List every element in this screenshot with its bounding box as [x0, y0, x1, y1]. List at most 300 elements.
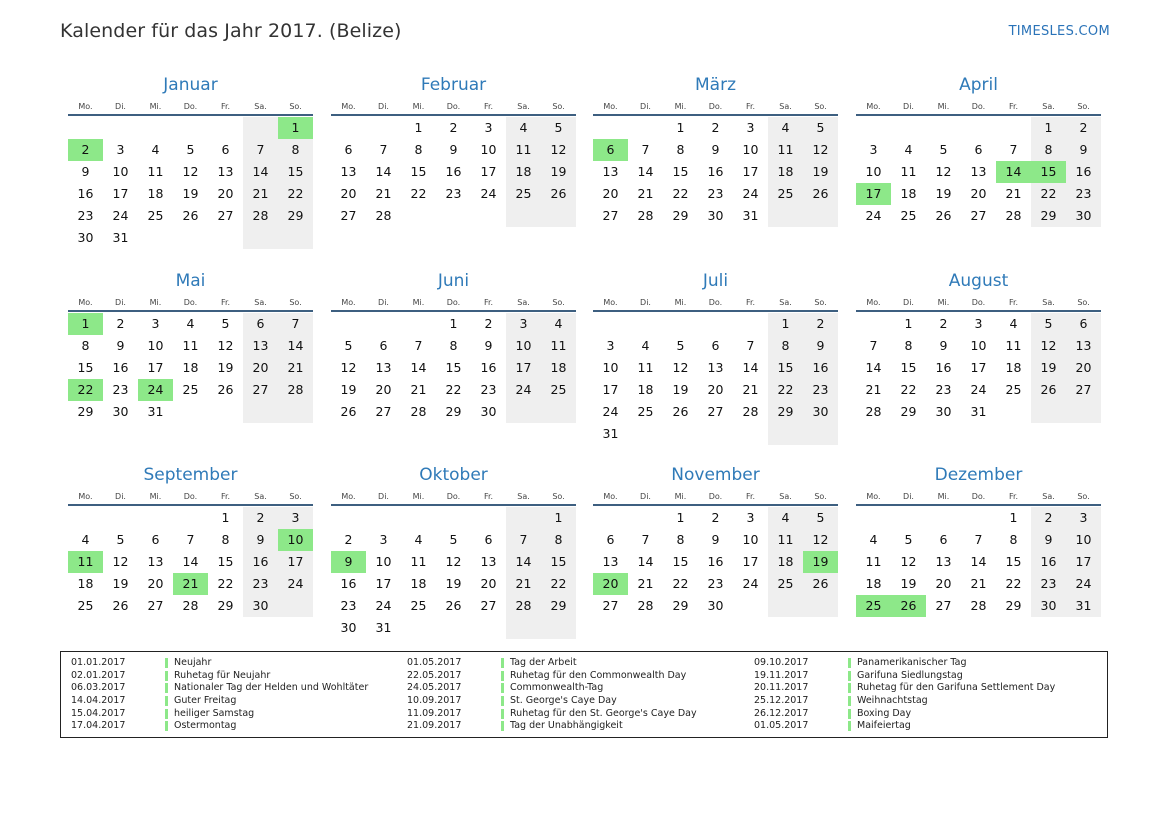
day-cell: 12: [803, 529, 838, 551]
legend-name: heiliger Samstag: [174, 707, 255, 719]
day-cell: [173, 401, 208, 423]
week-row: [331, 335, 576, 357]
legend-date: 24.05.2017: [407, 682, 462, 694]
day-cell: [366, 117, 401, 139]
day-cell: 20: [147, 576, 164, 591]
day-cell: 19: [217, 360, 234, 375]
day-cell: 3: [484, 120, 493, 135]
week-row: [856, 529, 1101, 551]
day-cell: 26: [340, 404, 357, 419]
month-name: November: [671, 465, 760, 485]
day-cell: 29: [77, 404, 94, 419]
day-cell: 18: [900, 186, 917, 201]
legend-row: [754, 657, 1055, 670]
day-cell: [803, 595, 838, 617]
day-cell: [401, 205, 436, 227]
day-cell: 5: [904, 532, 913, 547]
week-row: [68, 139, 313, 161]
weekday-label: Sa.: [254, 298, 267, 307]
weekday-label: Di.: [378, 102, 389, 111]
day-cell: 23: [243, 573, 278, 595]
day-cell: 30: [112, 404, 129, 419]
day-cell: [733, 313, 768, 335]
holiday-marker: [165, 683, 168, 693]
day-cell: [541, 401, 576, 423]
day-cell: 31: [1066, 595, 1101, 617]
day-cell: 10: [1066, 529, 1101, 551]
day-cell: 3: [278, 507, 313, 529]
day-cell: 3: [869, 142, 878, 157]
weekday-label: Mo.: [866, 102, 881, 111]
day-cell: 7: [243, 139, 278, 161]
weekday-label: Sa.: [1042, 492, 1055, 501]
legend-date: 17.04.2017: [71, 720, 126, 732]
day-cell: 28: [410, 404, 427, 419]
weekday-label: Mo.: [341, 102, 356, 111]
day-cell: [506, 205, 541, 227]
day-cell: [243, 117, 278, 139]
day-cell: 28: [742, 404, 759, 419]
month-name: April: [959, 75, 998, 95]
day-cell: 26: [1031, 379, 1066, 401]
day-cell: 27: [970, 208, 987, 223]
legend-column: [71, 657, 368, 733]
weekday-label: Do.: [971, 102, 986, 111]
weekday-label: Di.: [903, 492, 914, 501]
day-cell: 8: [449, 338, 458, 353]
day-cell: 11: [768, 139, 803, 161]
day-cell: 1: [541, 507, 576, 529]
day-cell: [138, 117, 173, 139]
day-cell: 16: [243, 551, 278, 573]
weekday-label: Di.: [115, 492, 126, 501]
day-cell: 12: [445, 554, 462, 569]
weekday-label: So.: [1077, 492, 1090, 501]
day-cell: [663, 313, 698, 335]
day-cell: [331, 507, 366, 529]
day-cell: 25: [541, 379, 576, 401]
holiday-marker: [848, 709, 851, 719]
day-cell: [366, 313, 401, 335]
day-cell: 14: [410, 360, 427, 375]
legend-date: 02.01.2017: [71, 669, 126, 681]
day-cell: 17: [742, 164, 759, 179]
day-cell: 1: [768, 313, 803, 335]
day-cell: 1: [221, 510, 230, 525]
weekday-label: Mo.: [866, 492, 881, 501]
day-cell: 5: [803, 117, 838, 139]
week-row: [856, 161, 1101, 183]
week-row: [856, 313, 1101, 335]
page-title: Kalender für das Jahr 2017. (Belize): [60, 20, 402, 42]
day-cell: [733, 423, 768, 445]
day-cell: [996, 117, 1031, 139]
legend-date: 25.12.2017: [754, 695, 809, 707]
week-row: [593, 335, 838, 357]
month-8: [856, 270, 1101, 423]
day-cell: 25: [182, 382, 199, 397]
day-cell: 25: [637, 404, 654, 419]
weekday-label: Do.: [183, 102, 198, 111]
weekday-label: Do.: [446, 298, 461, 307]
day-cell: 12: [182, 164, 199, 179]
day-cell: 4: [506, 117, 541, 139]
day-cell: 17: [602, 382, 619, 397]
day-cell: 28: [970, 598, 987, 613]
day-cell: 26: [182, 208, 199, 223]
day-cell: 22: [217, 576, 234, 591]
legend-row: [71, 670, 368, 683]
day-cell: 12: [340, 360, 357, 375]
day-cell: [436, 205, 471, 227]
day-cell: 17: [742, 554, 759, 569]
weekday-label: Sa.: [517, 492, 530, 501]
day-cell: [366, 507, 401, 529]
day-cell: 14: [182, 554, 199, 569]
day-cell: [856, 117, 891, 139]
day-cell: 30: [803, 401, 838, 423]
day-cell: 4: [768, 507, 803, 529]
day-cell: 9: [81, 164, 90, 179]
weekday-label: Fr.: [745, 492, 756, 501]
weekday-label: Di.: [115, 298, 126, 307]
month-2: [331, 74, 576, 227]
week-row: [331, 507, 576, 529]
day-cell: 10: [602, 360, 619, 375]
weekday-header: [856, 486, 1101, 506]
day-cell: 4: [541, 313, 576, 335]
day-cell: [891, 507, 926, 529]
legend-row: [71, 708, 368, 721]
day-cell: 31: [147, 404, 164, 419]
legend-name: Ruhetag für den Commonwealth Day: [510, 669, 687, 681]
day-cell: [506, 507, 541, 529]
weekday-label: So.: [814, 102, 827, 111]
day-cell: 25: [506, 183, 541, 205]
weekday-label: Di.: [378, 492, 389, 501]
day-cell: [278, 227, 313, 249]
week-row: [68, 205, 313, 227]
week-row: [856, 183, 1101, 205]
day-cell: 7: [869, 338, 878, 353]
day-cell: 22: [900, 382, 917, 397]
day-cell: 15: [217, 554, 234, 569]
day-cell: [471, 617, 506, 639]
weekday-label: Mi.: [674, 492, 687, 501]
week-row: [68, 507, 313, 529]
day-cell: 16: [803, 357, 838, 379]
day-cell: 29: [541, 595, 576, 617]
holiday-marker: [848, 683, 851, 693]
day-cell: 12: [1031, 335, 1066, 357]
legend-column: [407, 657, 697, 733]
day-cell: 12: [217, 338, 234, 353]
day-cell: 28: [865, 404, 882, 419]
day-cell: 19: [935, 186, 952, 201]
day-cell: 21: [410, 382, 427, 397]
day-cell: 11: [506, 139, 541, 161]
day-cell: 28: [243, 205, 278, 227]
day-cell: [593, 117, 628, 139]
month-name: Februar: [420, 75, 487, 95]
day-cell: 19: [900, 576, 917, 591]
day-cell: [436, 507, 471, 529]
month-3: [593, 74, 838, 227]
weekday-label: So.: [1077, 298, 1090, 307]
day-cell: 11: [182, 338, 199, 353]
day-cell: 31: [375, 620, 392, 635]
day-cell: 9: [711, 532, 720, 547]
day-cell: 4: [151, 142, 160, 157]
legend-name: Neujahr: [174, 657, 212, 668]
day-cell: [1031, 401, 1066, 423]
weekday-label: Mo.: [603, 298, 618, 307]
day-cell: 3: [746, 120, 755, 135]
legend-row: [754, 682, 1055, 695]
month-1: [68, 74, 313, 249]
day-cell: 8: [541, 529, 576, 551]
weekday-label: Mo.: [78, 492, 93, 501]
day-cell: [698, 423, 733, 445]
day-cell: 5: [1031, 313, 1066, 335]
day-cell: 20: [340, 186, 357, 201]
day-cell: 24: [742, 576, 759, 591]
weekday-header: [593, 96, 838, 116]
day-cell: 18: [768, 551, 803, 573]
day-cell: [471, 205, 506, 227]
day-cell: [173, 227, 208, 249]
day-cell: 2: [116, 316, 125, 331]
weekday-label: Di.: [903, 102, 914, 111]
weekday-header: [856, 292, 1101, 312]
day-cell: 9: [711, 142, 720, 157]
weekday-label: Mi.: [149, 102, 162, 111]
day-cell: 24: [506, 379, 541, 401]
weekday-label: So.: [814, 492, 827, 501]
day-cell: [541, 205, 576, 227]
day-cell: [926, 507, 961, 529]
day-cell: 2: [711, 120, 720, 135]
legend-name: Nationaler Tag der Helden und Wohltäter: [174, 682, 369, 694]
legend-row: [71, 720, 368, 733]
holiday-marker: [848, 696, 851, 706]
day-cell: 13: [1066, 335, 1101, 357]
week-row: [593, 507, 838, 529]
weekday-label: Di.: [115, 102, 126, 111]
week-row: [68, 183, 313, 205]
day-cell: 25: [77, 598, 94, 613]
day-cell: 5: [939, 142, 948, 157]
day-cell: [208, 401, 243, 423]
day-cell: 23: [707, 186, 724, 201]
week-row: [331, 205, 576, 227]
brand-link[interactable]: TIMESLES.COM: [1008, 24, 1110, 39]
day-cell: 14: [865, 360, 882, 375]
day-cell: 26: [672, 404, 689, 419]
weekday-label: Mi.: [937, 102, 950, 111]
week-row: [856, 335, 1101, 357]
day-cell: 15: [900, 360, 917, 375]
day-cell: 9: [484, 338, 493, 353]
day-cell: 11: [147, 164, 164, 179]
day-cell: 2: [484, 316, 493, 331]
day-cell: 10: [278, 529, 313, 551]
weekday-label: Sa.: [779, 298, 792, 307]
day-cell: 21: [375, 186, 392, 201]
day-cell: 7: [186, 532, 195, 547]
month-grid: [331, 116, 576, 227]
day-cell: 26: [541, 183, 576, 205]
day-cell: 21: [970, 576, 987, 591]
day-cell: 16: [707, 164, 724, 179]
day-cell: 27: [1066, 379, 1101, 401]
day-cell: 6: [243, 313, 278, 335]
day-cell: 23: [480, 382, 497, 397]
day-cell: 26: [112, 598, 129, 613]
legend-date: 26.12.2017: [754, 707, 809, 719]
day-cell: 5: [186, 142, 195, 157]
day-cell: [243, 227, 278, 249]
day-cell: 7: [641, 532, 650, 547]
day-cell: 28: [506, 595, 541, 617]
day-cell: 10: [506, 335, 541, 357]
day-cell: 17: [506, 357, 541, 379]
holiday-marker: [165, 671, 168, 681]
day-cell: [243, 401, 278, 423]
day-cell: 18: [147, 186, 164, 201]
day-cell: 27: [480, 598, 497, 613]
day-cell: 5: [344, 338, 353, 353]
weekday-label: Sa.: [517, 102, 530, 111]
day-cell: 10: [480, 142, 497, 157]
day-cell: 20: [375, 382, 392, 397]
day-cell: 9: [449, 142, 458, 157]
day-cell: [803, 205, 838, 227]
holiday-marker: [165, 658, 168, 668]
day-cell: 3: [606, 338, 615, 353]
day-cell: 25: [147, 208, 164, 223]
day-cell: 29: [1005, 598, 1022, 613]
week-row: [331, 183, 576, 205]
day-cell: 13: [970, 164, 987, 179]
week-row: [68, 161, 313, 183]
holiday-marker: [848, 721, 851, 731]
day-cell: 14: [996, 161, 1031, 183]
legend-column: [754, 657, 1055, 733]
day-cell: 29: [900, 404, 917, 419]
day-cell: 27: [935, 598, 952, 613]
day-cell: 13: [935, 554, 952, 569]
day-cell: 23: [77, 208, 94, 223]
day-cell: 22: [410, 186, 427, 201]
day-cell: 23: [112, 382, 129, 397]
day-cell: 8: [676, 142, 685, 157]
day-cell: [768, 595, 803, 617]
day-cell: 19: [182, 186, 199, 201]
day-cell: 12: [541, 139, 576, 161]
weekday-label: Mo.: [78, 102, 93, 111]
holiday-marker: [501, 721, 504, 731]
weekday-label: So.: [814, 298, 827, 307]
day-cell: 27: [602, 598, 619, 613]
day-cell: [593, 507, 628, 529]
legend-row: [407, 670, 697, 683]
day-cell: [436, 617, 471, 639]
weekday-label: Do.: [183, 298, 198, 307]
week-row: [331, 573, 576, 595]
week-row: [593, 117, 838, 139]
day-cell: 31: [970, 404, 987, 419]
legend-date: 01.01.2017: [71, 657, 126, 668]
day-cell: 26: [891, 595, 926, 617]
day-cell: 28: [1005, 208, 1022, 223]
day-cell: 31: [112, 230, 129, 245]
day-cell: 14: [278, 335, 313, 357]
day-cell: [103, 117, 138, 139]
holiday-marker: [165, 709, 168, 719]
day-cell: 10: [112, 164, 129, 179]
day-cell: 18: [637, 382, 654, 397]
day-cell: 12: [900, 554, 917, 569]
weekday-label: Do.: [708, 102, 723, 111]
day-cell: 25: [856, 595, 891, 617]
day-cell: [1066, 401, 1101, 423]
day-cell: [856, 313, 891, 335]
day-cell: 25: [768, 573, 803, 595]
legend-row: [407, 695, 697, 708]
day-cell: 7: [414, 338, 423, 353]
weekday-label: Sa.: [254, 492, 267, 501]
week-row: [593, 529, 838, 551]
month-grid: [68, 312, 313, 423]
day-cell: 19: [1031, 357, 1066, 379]
day-cell: 6: [974, 142, 983, 157]
legend-row: [754, 670, 1055, 683]
day-cell: 21: [243, 183, 278, 205]
weekday-label: Mo.: [603, 492, 618, 501]
day-cell: 26: [803, 183, 838, 205]
month-4: [856, 74, 1101, 227]
week-row: [331, 551, 576, 573]
day-cell: 8: [81, 338, 90, 353]
day-cell: [471, 507, 506, 529]
day-cell: 4: [904, 142, 913, 157]
month-grid: [856, 116, 1101, 227]
holiday-marker: [501, 671, 504, 681]
day-cell: 1: [449, 316, 458, 331]
day-cell: 30: [340, 620, 357, 635]
day-cell: 2: [939, 316, 948, 331]
week-row: [331, 529, 576, 551]
day-cell: 28: [637, 208, 654, 223]
day-cell: 10: [375, 554, 392, 569]
weekday-label: Sa.: [779, 102, 792, 111]
day-cell: 10: [865, 164, 882, 179]
day-cell: 18: [77, 576, 94, 591]
month-grid: [856, 312, 1101, 423]
day-cell: 24: [865, 208, 882, 223]
month-7: [593, 270, 838, 445]
legend-row: [71, 682, 368, 695]
day-cell: 10: [742, 532, 759, 547]
legend-row: [71, 657, 368, 670]
day-cell: 25: [410, 598, 427, 613]
weekday-label: Di.: [640, 298, 651, 307]
legend-date: 19.11.2017: [754, 669, 809, 681]
week-row: [331, 139, 576, 161]
legend-name: Panamerikanischer Tag: [857, 657, 967, 668]
day-cell: 5: [449, 532, 458, 547]
